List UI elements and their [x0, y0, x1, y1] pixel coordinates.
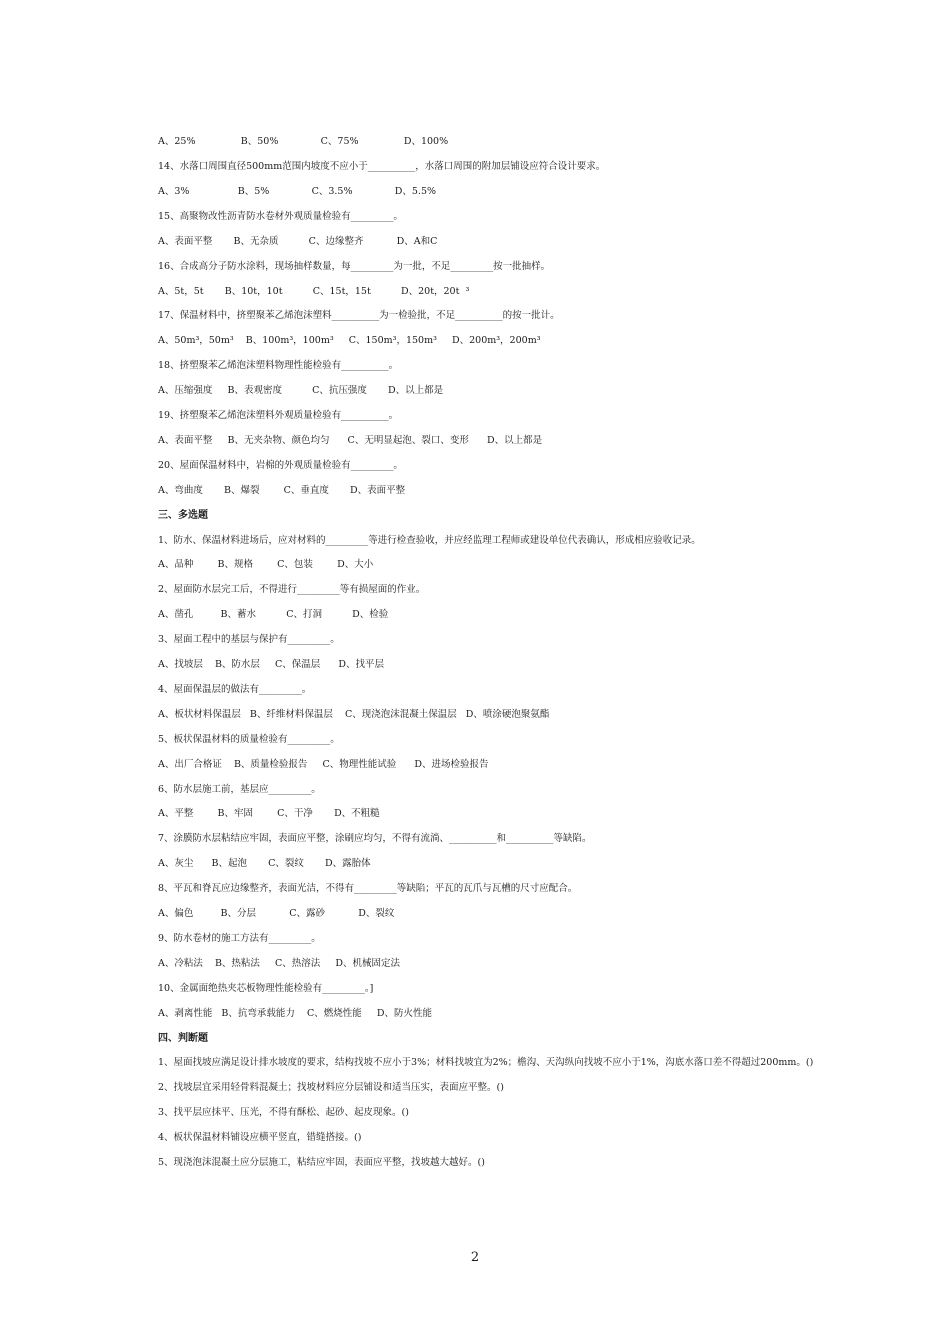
mc-options-9: A、冷粘法 B、热粘法 C、热溶法 D、机械固定法	[158, 958, 401, 969]
answer-options-15: A、表面平整 B、无杂质 C、边缘整齐 D、A和C	[158, 236, 438, 247]
question-14: 14、水落口周围直径500mm范围内坡度不应小于__________，水落口周围的附加层铺设应符合设计要求。	[158, 161, 606, 172]
mc-question-2: 2、屋面防水层完工后，不得进行_________等有损屋面的作业。	[158, 584, 426, 595]
answer-options-16: A、5t，5t B、10t，10t C、15t，15t D、20t，20t ³	[158, 286, 470, 297]
mc-options-3: A、找坡层 B、防水层 C、保温层 D、找平层	[158, 659, 385, 670]
tf-question-2: 2、找坡层宜采用轻骨料混凝土；找坡材料应分层铺设和适当压实，表面应平整。()	[158, 1082, 504, 1093]
answer-options-17: A、50m³，50m³ B、100m³，100m³ C、150m³，150m³ D、200m³，200m³	[158, 335, 541, 346]
question-19: 19、挤塑聚苯乙烯泡沫塑料外观质量检验有__________。	[158, 410, 399, 421]
mc-options-7: A、灰尘 B、起泡 C、裂纹 D、露胎体	[158, 858, 371, 869]
mc-question-8: 8、平瓦和脊瓦应边缘整齐，表面光洁，不得有_________等缺陷；平瓦的瓦爪与瓦槽的尺寸应配合。	[158, 883, 578, 894]
mc-question-6: 6、防水层施工前，基层应_________。	[158, 784, 321, 795]
mc-options-6: A、平整 B、牢固 C、干净 D、不粗糙	[158, 808, 380, 819]
question-16: 16、合成高分子防水涂料，现场抽样数量，每_________为一批，不足_________按一批抽样。	[158, 261, 551, 272]
question-15: 15、高聚物改性沥青防水卷材外观质量检验有_________。	[158, 211, 403, 222]
question-18: 18、挤塑聚苯乙烯泡沫塑料物理性能检验有__________。	[158, 360, 399, 371]
answer-options-20: A、弯曲度 B、爆裂 C、垂直度 D、表面平整	[158, 485, 406, 496]
answer-options-14: A、3% B、5% C、3.5% D、5.5%	[158, 186, 437, 197]
mc-question-10: 10、金属面绝热夹芯板物理性能检验有_________。]	[158, 983, 374, 994]
question-17: 17、保温材料中，挤塑聚苯乙烯泡沫塑料__________为一检验批，不足__________的按一批计。	[158, 310, 560, 321]
mc-options-8: A、偏色 B、分层 C、露砂 D、裂纹	[158, 908, 395, 919]
tf-question-5: 5、现浇泡沫混凝土应分层施工，粘结应牢固，表面应平整，找坡越大越好。()	[158, 1157, 485, 1168]
section-heading-multiple-choice: 三、多选题	[158, 510, 208, 521]
tf-question-3: 3、找平层应抹平、压光，不得有酥松、起砂、起皮现象。()	[158, 1107, 409, 1118]
answer-options-19: A、表面平整 B、无夹杂物、颜色均匀 C、无明显起泡、裂口、变形 D、以上都是	[158, 435, 543, 446]
mc-options-10: A、剥离性能 B、抗弯承载能力 C、燃烧性能 D、防火性能	[158, 1008, 432, 1019]
mc-question-5: 5、板状保温材料的质量检验有_________。	[158, 734, 340, 745]
mc-options-2: A、凿孔 B、蓄水 C、打洞 D、检验	[158, 609, 389, 620]
answer-options-13: A、25% B、50% C、75% D、100%	[158, 136, 449, 147]
mc-question-3: 3、屋面工程中的基层与保护有_________。	[158, 634, 340, 645]
mc-options-4: A、板状材料保温层 B、纤维材料保温层 C、现浇泡沫混凝土保温层 D、喷涂硬泡聚氨酯	[158, 709, 550, 720]
mc-question-4: 4、屋面保温层的做法有_________。	[158, 684, 312, 695]
answer-options-18: A、压缩强度 B、表观密度 C、抗压强度 D、以上都是	[158, 385, 444, 396]
page-number: 2	[470, 1250, 480, 1265]
mc-question-7: 7、涂膜防水层粘结应牢固，表面应平整，涂刷应均匀，不得有流淌、__________和__________等缺陷。	[158, 833, 592, 844]
mc-question-1: 1、防水、保温材料进场后，应对材料的_________等进行检查验收，并应经监理工程师或建设单位代表确认，形成相应验收记录。	[158, 535, 701, 546]
mc-question-9: 9、防水卷材的施工方法有_________。	[158, 933, 321, 944]
mc-options-1: A、品种 B、规格 C、包装 D、大小	[158, 559, 374, 570]
section-heading-true-false: 四、判断题	[158, 1033, 208, 1044]
tf-question-1: 1、屋面找坡应满足设计排水坡度的要求，结构找坡不应小于3%；材料找坡宜为2%；檐沟、天沟纵向找坡不应小于1%，沟底水落口差不得超过200mm。()	[158, 1057, 814, 1068]
mc-options-5: A、出厂合格证 B、质量检验报告 C、物理性能试验 D、进场检验报告	[158, 759, 489, 770]
question-20: 20、屋面保温材料中，岩棉的外观质量检验有_________。	[158, 460, 403, 471]
tf-question-4: 4、板状保温材料铺设应横平竖直，错缝搭接。()	[158, 1132, 362, 1143]
